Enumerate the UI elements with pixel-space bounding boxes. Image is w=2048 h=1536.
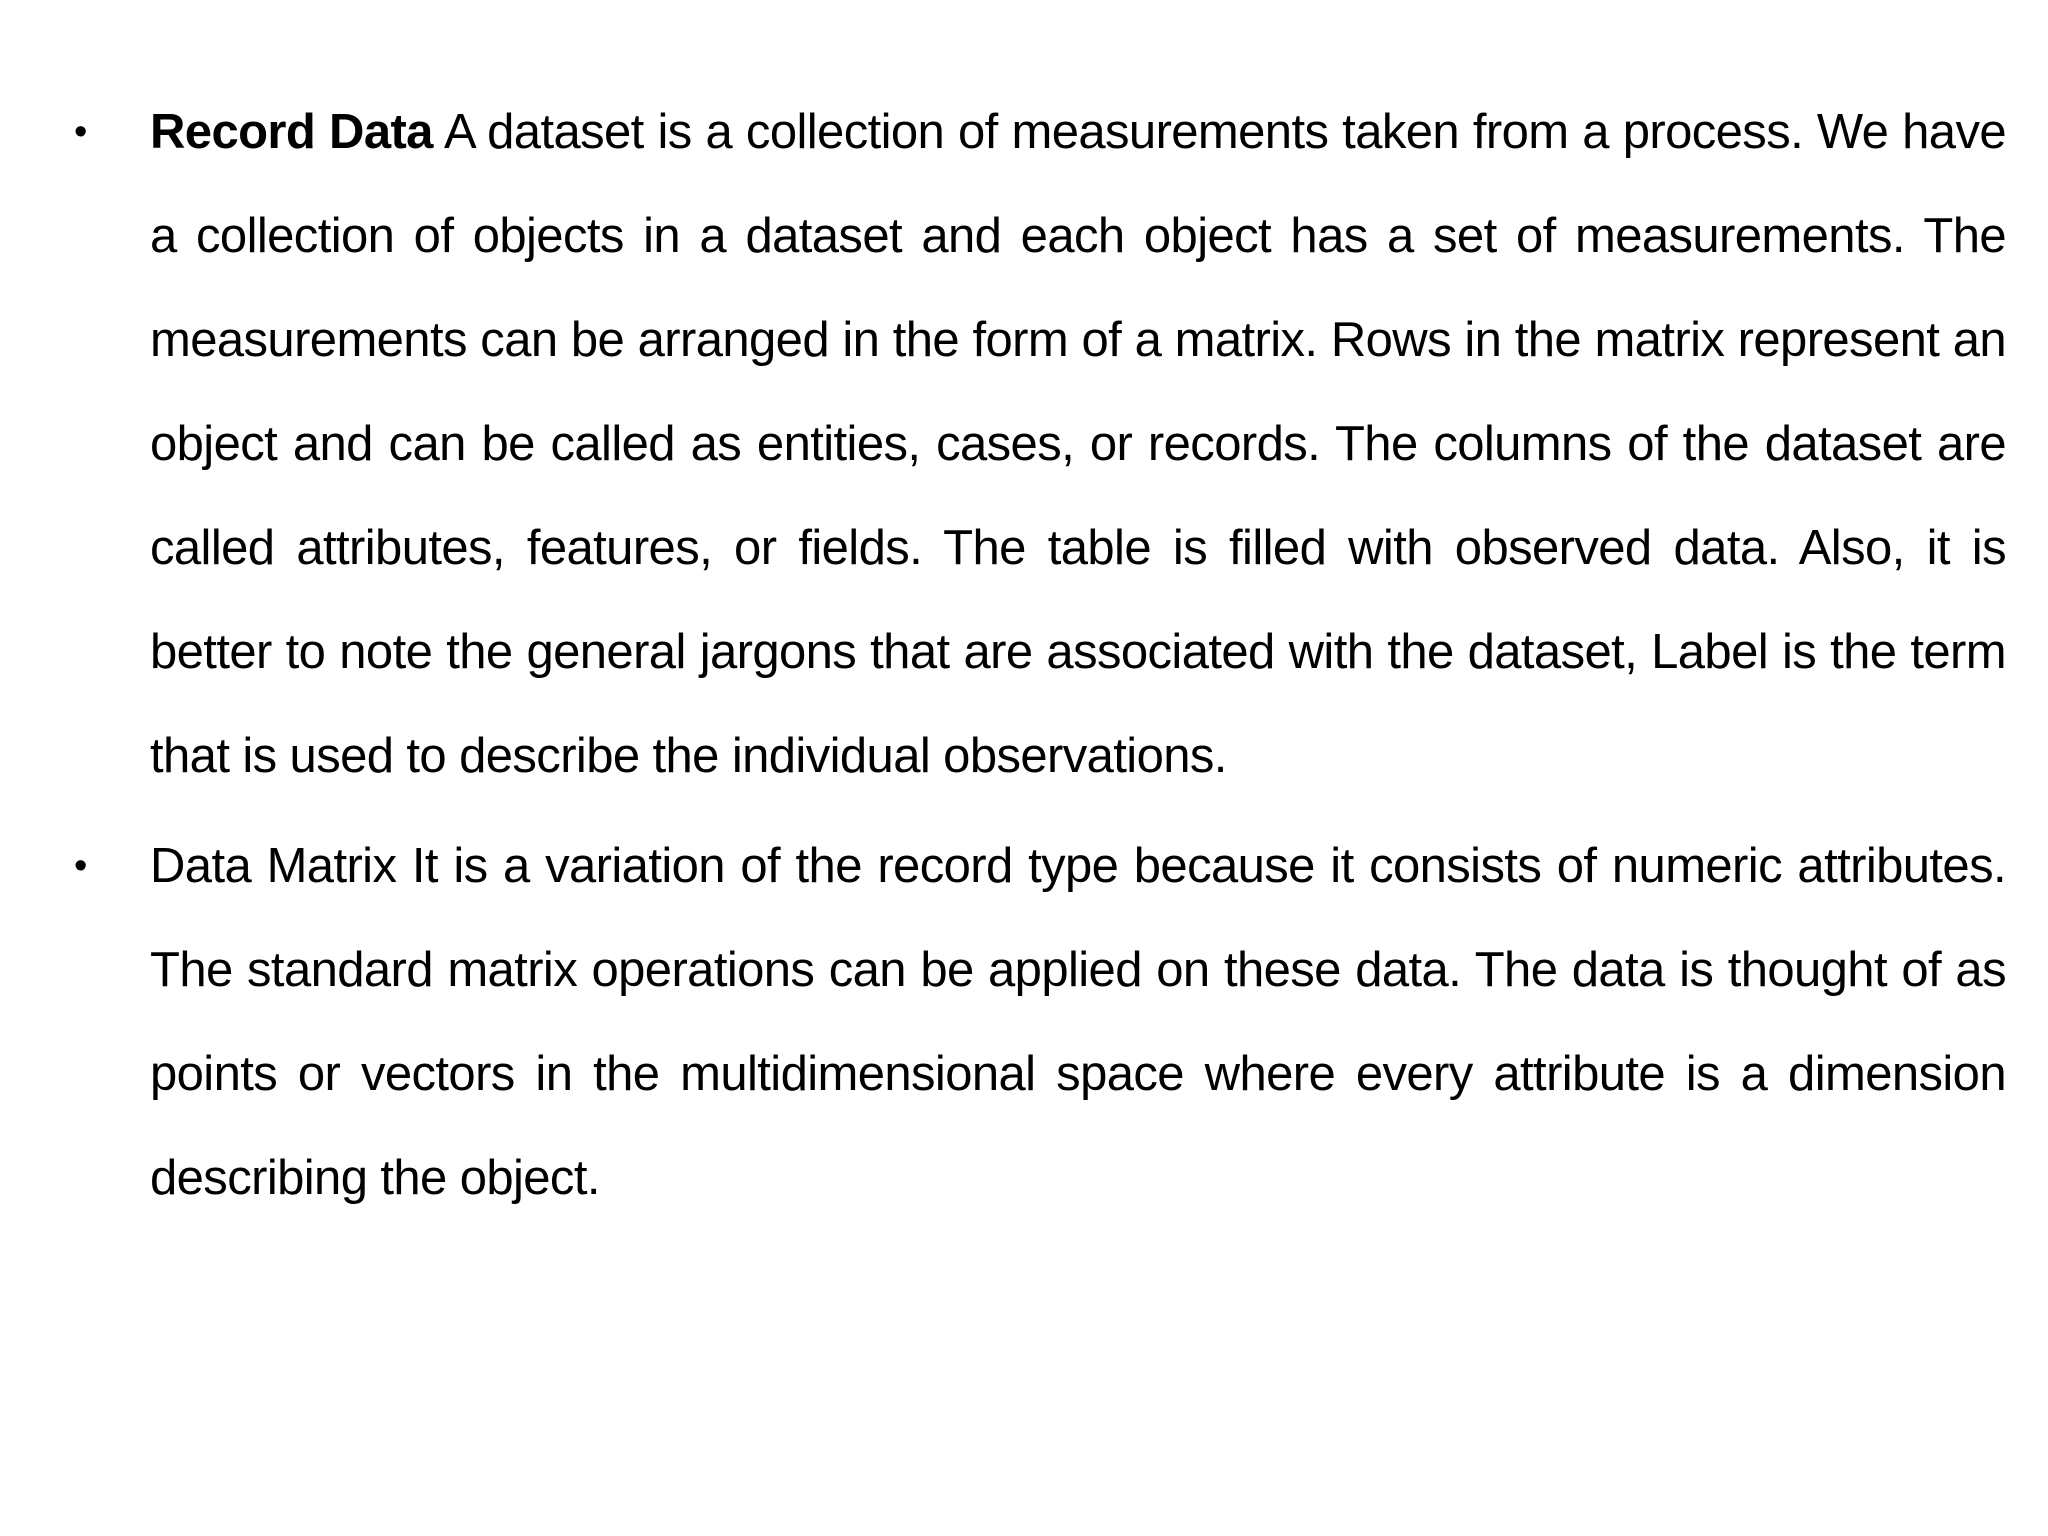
bullet-dot-icon: • bbox=[74, 111, 87, 153]
bullet-list bbox=[74, 80, 2006, 1236]
record-data-term: Record Data bbox=[150, 105, 433, 159]
bullet-item-record-data bbox=[74, 80, 2006, 808]
bullet-dot-icon: • bbox=[74, 845, 87, 887]
record-data-description: A dataset is a collection of measurements taken from a process. We have a collection of objects in a dataset and each object has a set of measurements. The measurements can be arranged in the form of a matrix. Rows in the matrix represent an object and can be called as entities, cases, or records. The columns of the dataset are called attributes, features, or fields. The table is filled with observed data. Also, it is better to note the general jargons that are associated with the dataset, Label is the term that is used to describe the individual observations. bbox=[150, 105, 2006, 783]
data-matrix-description: Data Matrix It is a variation of the record type because it consists of numeric attributes. The standard matrix operations can be applied on these data. The data is thought of as points or vectors in the multidimensional space where every attribute is a dimension describing the object. bbox=[150, 839, 2006, 1205]
bullet-item-data-matrix bbox=[74, 814, 2006, 1230]
